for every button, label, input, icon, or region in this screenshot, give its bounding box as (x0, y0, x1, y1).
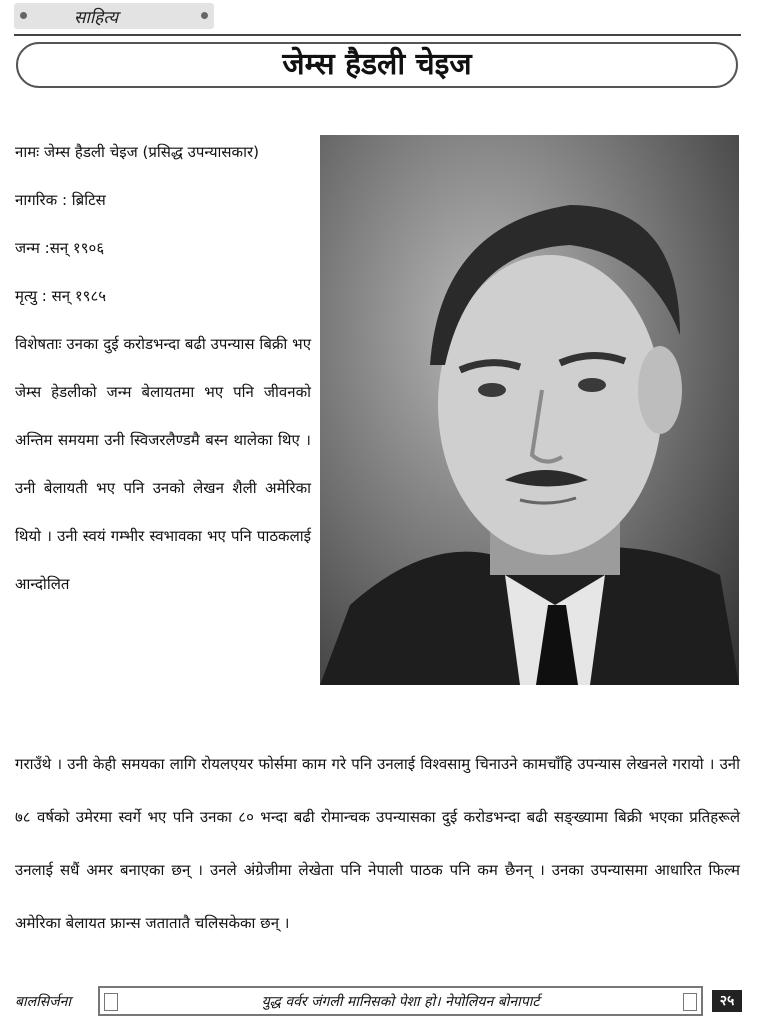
bio-name: नामः जेम्स हैडली चेइज (प्रसिद्ध उपन्यासकार) (15, 143, 259, 161)
bio-birth: जन्म :सन् १९०६ (15, 239, 105, 257)
bio-continued: गराउँथे । उनी केही समयका लागि रोयलएयर फोर्समा काम गरे पनि उनलाई विश्वसामु चिनाउने कामचाँहि उपन्यास लेखनले गरायो । उनी ७८ वर्षको उमेरमा स्वर्गे भए पनि उनका ८० भन्दा बढी रोमान्चक उपन्यासका दुई करोडभन्दा बढी सङ्ख्यामा बिक्री भएका प्रतिहरूले उनलाई सधैं अमर बनाएका छन् । उनले अंग्रेजीमा लेखेता पनि नेपाली पाठक पनि कम छैनन् । उनका उपन्यासमा आधारित फिल्म अमेरिका बेलायत फ्रान्स जतातातै चलिसकेका छन् । (15, 755, 740, 932)
footer-ornament-right (683, 993, 697, 1011)
section-tab-dot-left (20, 12, 27, 19)
bio-nationality: नागरिक : ब्रिटिस (15, 191, 106, 209)
section-tab (14, 3, 214, 29)
author-portrait (320, 135, 739, 685)
page-number: २५ (712, 990, 742, 1012)
section-tab-dot-right (201, 12, 208, 19)
publication-name: बालसिर्जना (15, 994, 71, 1010)
article-title: जेम्स हैडली चेइज (16, 42, 738, 88)
bio-specialty: विशेषताः उनका दुई करोडभन्दा बढी उपन्यास बिक्री भए जेम्स हेडलीको जन्म बेलायतमा भए पनि जीवनको अन्तिम समयमा उनी स्विजरलैण्डमै बस्न थालेका थिए । उनी बेलायती भए पनि उनको लेखन शैली अमेरिका थियो । उनी स्वयं गम्भीर स्वभावका भए पनि पाठकलाई आन्दोलित (15, 335, 311, 593)
bio-death: मृत्यु : सन् १९८५ (15, 287, 107, 305)
section-label: साहित्य (74, 8, 119, 28)
footer-quote: युद्ध वर्वर जंगली मानिसको पेशा हो। नेपोलियन बोनापार्ट (261, 994, 540, 1010)
bio-column (15, 128, 311, 608)
footer-quote-box (98, 986, 703, 1016)
portrait-illustration (320, 135, 739, 685)
header-rule (14, 34, 741, 36)
